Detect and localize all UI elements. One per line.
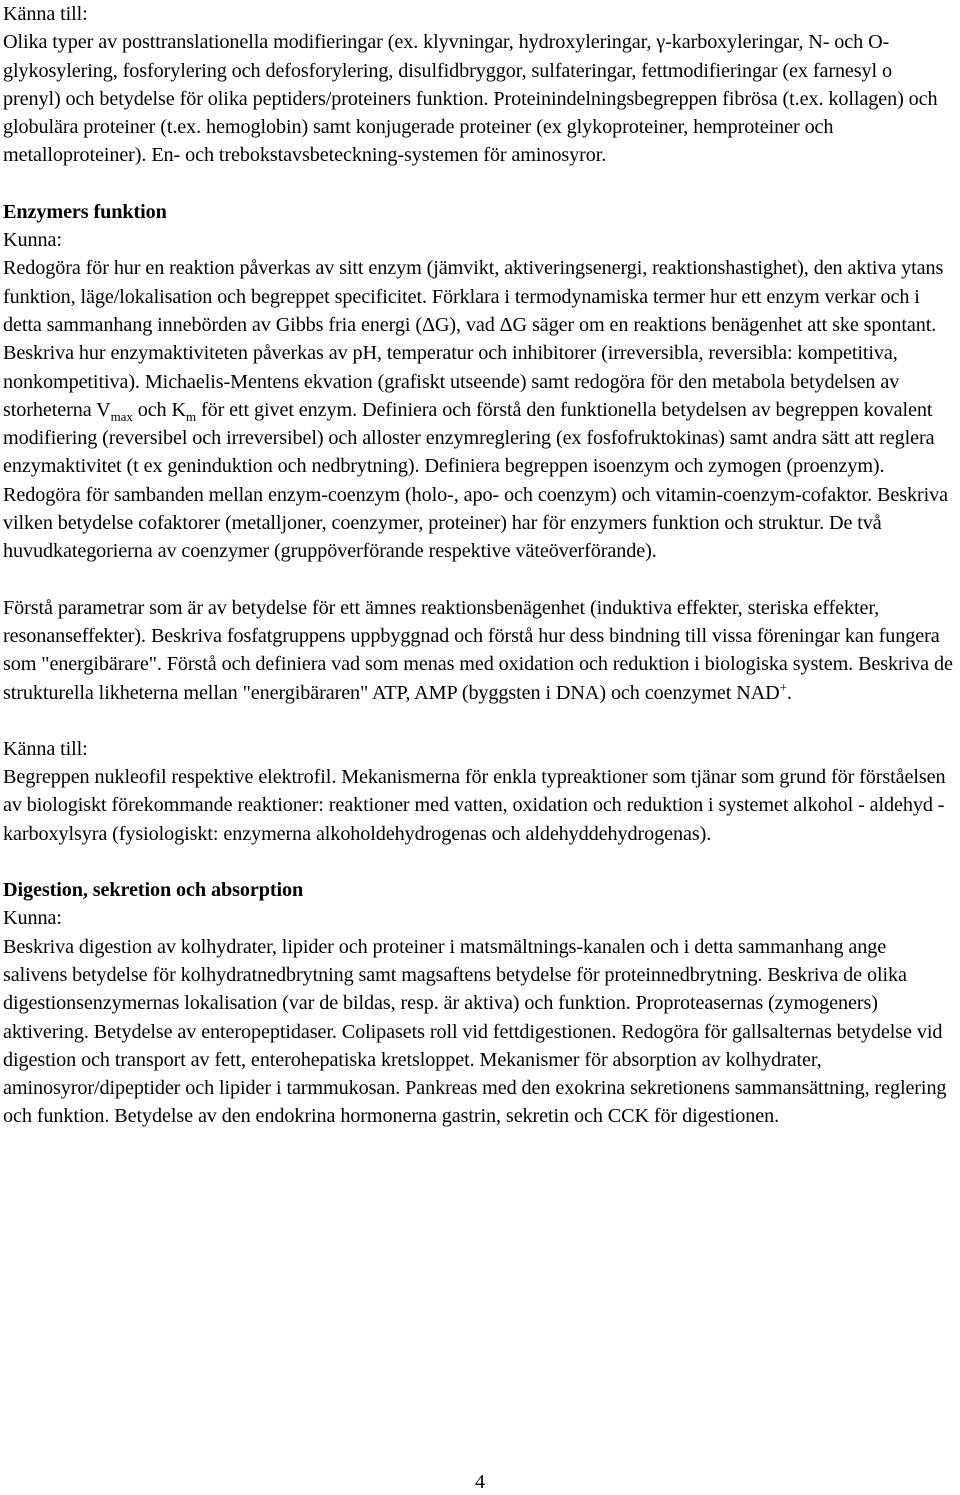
vmax-subscript: max xyxy=(110,408,133,424)
page-number: 4 xyxy=(475,1471,485,1493)
enzymes-p1-text-2: och K xyxy=(132,398,186,421)
paragraph-gap xyxy=(3,170,953,198)
document-page xyxy=(3,0,953,1131)
paragraph-gap xyxy=(3,848,953,876)
block3-body: Begreppen nukleofil respektive elektrofil. Mekanismerna för enkla typreaktioner som tjänar som grund för förståelsen av biologiskt förekommande reaktioner: reaktioner med vatten, oxidation och reduktion i systemet alkohol - aldehyd - karboxylsyra (fysiologiskt: enzymerna alkoholdehydrogenas och aldehyddehydrogenas). xyxy=(3,766,946,845)
enzymes-heading: Enzymers funktion xyxy=(3,200,167,223)
enzymes-p2-text-1: Förstå parametrar som är av betydelse för ett ämnes reaktionsbenägenhet (induktiva effekter, steriska effekter, resonanseffekter). Beskriva fosfatgruppens uppbyggnad och förstå hur dess bindning till vissa föreningar kan fungera som "energibärare". Förstå och definiera vad som menas med oxidation och reduktion i biologiska system. Beskriva de strukturella likheterna mellan "energibäraren" ATP, AMP (byggsten i DNA) och coenzymet NAD xyxy=(3,596,953,704)
digestion-heading: Digestion, sekretion och absorption xyxy=(3,879,304,902)
paragraph-gap xyxy=(3,707,953,735)
block3-label: Känna till: xyxy=(3,737,88,760)
block1-body: Olika typer av posttranslationella modifieringar (ex. klyvningar, hydroxyleringar, γ-karboxyleringar, N- och O- glykosylering, fosforylering och defosforylering, disulfidbryggor, sulfateringar, fettmodifieringar (ex farnesyl o prenyl) och betydelse för olika peptiders/proteiners funktion. Proteinindelningsbegreppen fibrösa (t.ex. kollagen) och globulära proteiner (t.ex. hemoglobin) samt konjugerade proteiner (ex glykoproteiner, hemproteiner och metalloproteiner). En- och trebokstavsbeteckning-systemen för aminosyror. xyxy=(3,31,938,167)
enzymes-p1-text-1: Redogöra för hur en reaktion påverkas av sitt enzym (jämvikt, aktiveringsenergi, reaktionshastighet), den aktiva ytans funktion, läge/lokalisation och begreppet specificitet. Förklara i termodynamiska termer hur ett enzym verkar och i detta sammanhang innebörden av Gibbs fria energi (ΔG), vad ΔG säger om en reaktions benägenhet att ske spontant. Beskriva hur enzymaktiviteten påverkas av pH, temperatur och inhibitorer (irreversibla, reversibla: kompetitiva, nonkompetitiva). Michaelis-Mentens ekvation (grafiskt utseende) samt redogöra för den metabola betydelsen av storheterna V xyxy=(3,257,944,421)
enzymes-paragraph-2 xyxy=(3,594,953,707)
enzymes-label: Kunna: xyxy=(3,229,62,252)
nad-superscript: + xyxy=(779,678,787,694)
enzymes-p1-text-3: för ett givet enzym. Definiera och förstå den funktionella betydelsen av begreppen kovalent modifiering (reversibel och irreversibel) och alloster enzymreglering (ex fosfofruktokinas) samt andra sätt att reglera enzymaktivitet (t ex geninduktion och nedbrytning). Definiera begreppen isoenzym och zymogen (proenzym). Redogöra för sambanden mellan enzym-coenzym (holo-, apo- och coenzym) och vitamin-coenzym-cofaktor. Beskriva vilken betydelse cofaktorer (metalljoner, coenzymer, proteiner) har för enzymers funktion och struktur. De två huvudkategorierna av coenzymer (gruppöverförande respektive väteöverförande). xyxy=(3,398,948,563)
block1-label: Känna till: xyxy=(3,3,88,25)
enzymes-paragraph-1 xyxy=(3,254,953,565)
enzymes-p2-text-2: . xyxy=(786,681,792,704)
paragraph-gap xyxy=(3,566,953,594)
digestion-label: Kunna: xyxy=(3,907,62,930)
digestion-body: Beskriva digestion av kolhydrater, lipider och proteiner i matsmältnings-kanalen och i detta sammanhang ange salivens betydelse för kolhydratnedbrytning samt magsaftens betydelse för proteinnedbrytning. Beskriva de olika digestionsenzymernas lokalisation (var de bildas, resp. är aktiva) och funktion. Proproteasernas (zymogeners) aktivering. Betydelse av enteropeptidaser. Colipasets roll vid fettdigestionen. Redogöra för gallsalternas betydelse vid digestion och transport av fett, enterohepatiska kretsloppet. Mekanismer för absorption av kolhydrater, aminosyror/dipeptider och lipider i tarmmukosan. Pankreas med den exokrina sekretionens sammansättning, reglering och funktion. Betydelse av den endokrina hormonerna gastrin, sekretin och CCK för digestionen. xyxy=(3,935,947,1128)
km-subscript: m xyxy=(185,408,196,424)
